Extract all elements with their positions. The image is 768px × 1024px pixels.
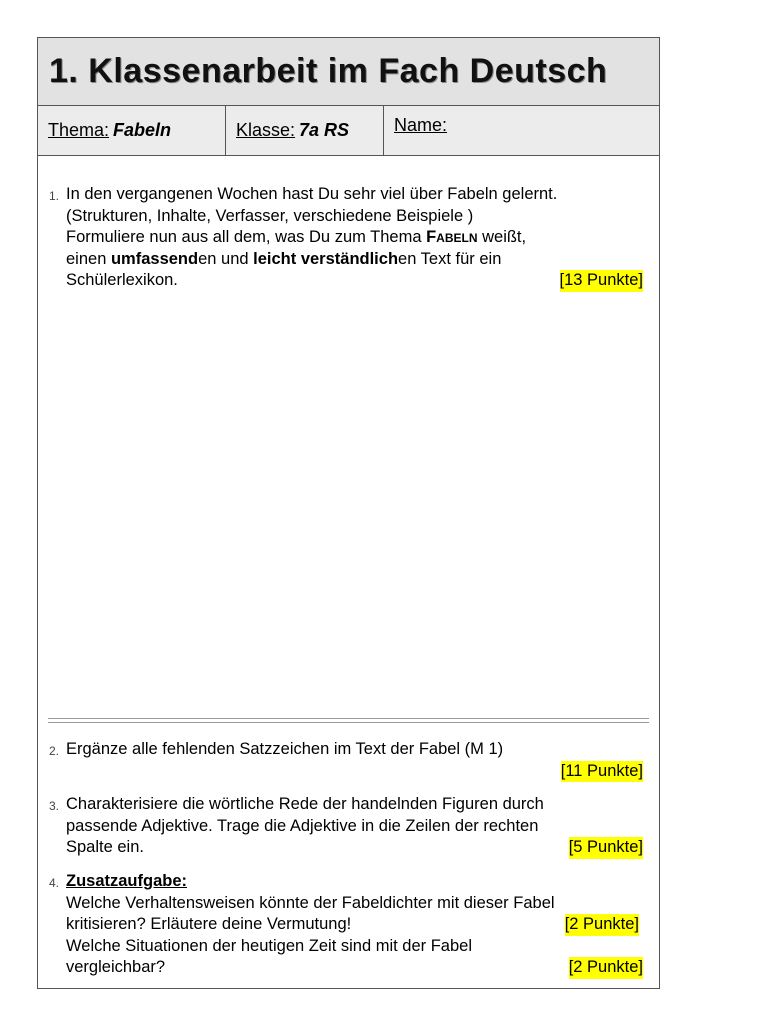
task-4-line-2: kritisieren? Erläutere deine Vermutung! [2 Punkte] xyxy=(66,914,643,936)
task-1-number: 1. xyxy=(49,189,60,203)
separator-line xyxy=(48,722,649,723)
thema-label: Thema: xyxy=(48,120,110,140)
klasse-label: Klasse: xyxy=(236,120,296,140)
task-2 xyxy=(66,739,643,782)
task-4-number: 4. xyxy=(49,876,60,890)
name-label: Name: xyxy=(394,115,448,135)
task-4-line-1: Welche Verhaltensweisen könnte der Fabeldichter mit dieser Fabel xyxy=(66,893,555,912)
task-4 xyxy=(66,871,643,979)
fabeln-keyword: Fabeln xyxy=(426,228,478,246)
task-3-points: [5 Punkte] xyxy=(569,837,643,859)
klasse-value: 7a RS xyxy=(299,120,350,140)
task-4-line-3: Welche Situationen der heutigen Zeit sind mit der Fabel xyxy=(66,936,473,955)
task-2-points: [11 Punkte] xyxy=(561,761,643,783)
task-1-points: [13 Punkte] xyxy=(560,270,643,292)
task-1-line-2: (Strukturen, Inhalte, Verfasser, verschiedene Beispiele ) xyxy=(66,206,474,225)
task-2-number: 2. xyxy=(49,744,60,758)
task-3-number: 3. xyxy=(49,799,60,813)
task-2-line-1: Ergänze alle fehlenden Satzzeichen im Text der Fabel (M 1) xyxy=(66,740,504,758)
task-1-line-4: einen umfassenden und leicht verständlichen Text für ein xyxy=(66,249,502,268)
task-2-points-row xyxy=(66,761,643,783)
info-row xyxy=(38,106,659,156)
thema-cell xyxy=(38,106,226,155)
task-3-line-3: Spalte ein. [5 Punkte] xyxy=(66,837,643,859)
name-cell[interactable] xyxy=(384,106,661,155)
task-1-line-5: Schülerlexikon. [13 Punkte] xyxy=(66,270,643,292)
task-3-line-1: Charakterisiere die wörtliche Rede der handelnden Figuren durch xyxy=(66,795,544,813)
task-3-line-2: passende Adjektive. Trage die Adjektive in die Zeilen der rechten xyxy=(66,816,539,835)
task-1 xyxy=(66,184,643,292)
task-4-line-4: vergleichbar? [2 Punkte] xyxy=(66,957,643,979)
thema-value: Fabeln xyxy=(113,120,172,140)
separator-line xyxy=(48,718,649,719)
task-1-line-1: In den vergangenen Wochen hast Du sehr viel über Fabeln gelernt. xyxy=(66,185,558,203)
task-4-points-b: [2 Punkte] xyxy=(569,957,643,979)
task-4-heading: Zusatzaufgabe: xyxy=(66,872,188,890)
task-3 xyxy=(66,794,643,859)
exam-sheet xyxy=(37,37,660,989)
task-1-line-3: Formuliere nun aus all dem, was Du zum Thema Fabeln weißt, xyxy=(66,228,527,246)
task-4-points-a: [2 Punkte] xyxy=(565,914,639,936)
klasse-cell xyxy=(226,106,384,155)
page-title: 1. Klassenarbeit im Fach Deutsch xyxy=(49,52,608,90)
title-bar xyxy=(38,38,659,106)
